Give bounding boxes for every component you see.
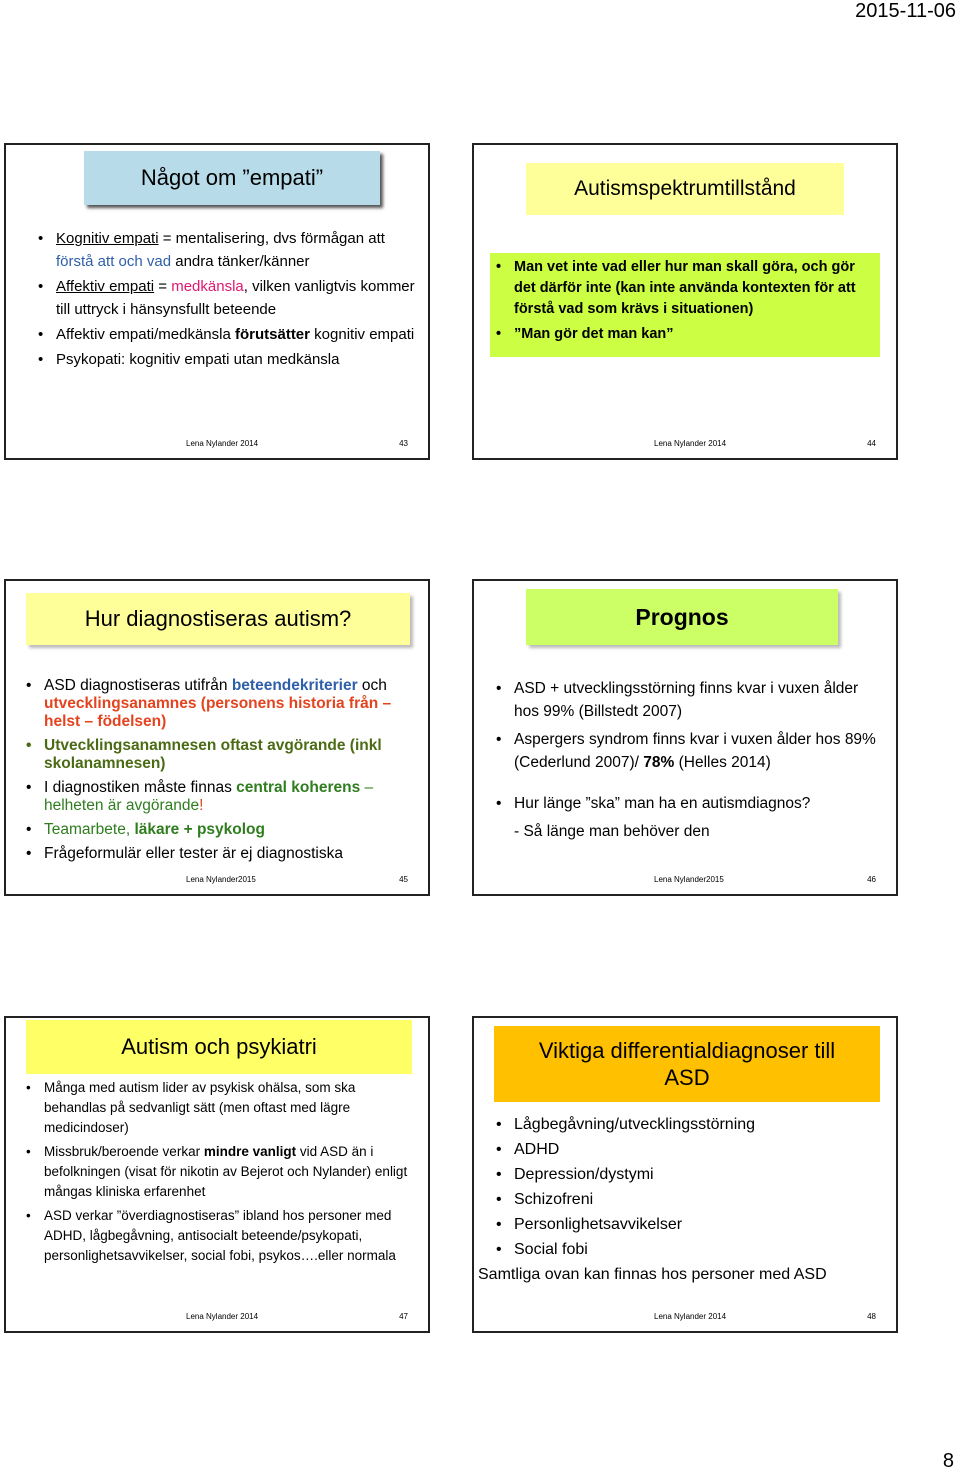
footer-author: Lena Nylander2015 xyxy=(186,875,256,884)
slide-title: Autismspektrumtillstånd xyxy=(526,163,844,215)
bullet-item: • Många med autism lider av psykisk ohälsa, som ska behandlas på sedvanligt sätt (men oftast med lägre medicindoser) xyxy=(26,1078,410,1138)
bullet-item: • Teamarbete, läkare + psykolog xyxy=(26,821,406,839)
bullet-item: • Affektiv empati = medkänsla, vilken vanligtvis kommer till uttryck i hänsynsfullt beteende xyxy=(38,275,418,321)
bullet-item: • Depression/dystymi xyxy=(496,1162,886,1187)
slide-title: Autism och psykiatri xyxy=(26,1020,412,1074)
bullet-item: • I diagnostiken måste finnas central koherens – helheten är avgörande! xyxy=(26,779,406,815)
footer-author: Lena Nylander2015 xyxy=(654,875,724,884)
slide-47 xyxy=(4,1016,430,1333)
footer-author: Lena Nylander 2014 xyxy=(186,1312,259,1321)
footer-slide-number: 43 xyxy=(399,439,408,448)
bullet-list xyxy=(38,227,418,371)
bullet-item: • Missbruk/beroende verkar mindre vanligt vid ASD än i befolkningen (visat för nikotin av Bejerot och Nylander) enligt mångas kliniska erfarenhet xyxy=(26,1142,410,1202)
bullet-item: • ASD diagnostiseras utifrån beteendekriterier och utvecklingsanamnes (personens historia från – helst – födelsen) xyxy=(26,677,406,731)
bullet-list xyxy=(26,1078,410,1266)
slide-title: Något om ”empati” xyxy=(84,151,380,205)
footer-slide-number: 46 xyxy=(867,875,876,884)
footer-slide-number: 47 xyxy=(399,1312,408,1321)
footer-author: Lena Nylander 2014 xyxy=(186,439,259,448)
slide-title: Hur diagnostiseras autism? xyxy=(26,593,410,645)
slide-43 xyxy=(4,143,430,460)
slide-title: Viktiga differentialdiagnoser till ASD xyxy=(494,1026,880,1102)
date-header: 2015-11-06 xyxy=(855,0,956,22)
slide-title: Prognos xyxy=(526,589,838,645)
bullet-item: • Psykopati: kognitiv empati utan medkänsla xyxy=(38,348,418,371)
footer-author: Lena Nylander 2014 xyxy=(654,1312,727,1321)
bullet-item: • Personlighetsavvikelser xyxy=(496,1212,886,1237)
bullet-list xyxy=(496,677,882,843)
bullet-list xyxy=(478,1112,886,1287)
page-number: 8 xyxy=(942,1450,954,1472)
bullet-item: • ”Man gör det man kan” xyxy=(496,324,868,345)
bullet-item: • Affektiv empati/medkänsla förutsätter kognitiv empati xyxy=(38,323,418,346)
bullet-item: • ASD verkar ”överdiagnostiseras” ibland hos personer med ADHD, lågbegåvning, antisocialt beteende/psykopati, personlighetsavvikelser, social fobi, psykos….eller normala xyxy=(26,1206,410,1266)
bullet-item: • Lågbegåvning/utvecklingsstörning xyxy=(496,1112,886,1137)
bullet-item: • Hur länge ”ska” man ha en autismdiagnos? xyxy=(496,792,882,815)
bullet-item: • ADHD xyxy=(496,1137,886,1162)
bullet-item: • Social fobi xyxy=(496,1237,886,1262)
slide-45 xyxy=(4,579,430,896)
slide-46 xyxy=(472,579,898,896)
footer-author: Lena Nylander 2014 xyxy=(654,439,727,448)
footer-slide-number: 48 xyxy=(867,1312,876,1321)
slide-44 xyxy=(472,143,898,460)
closing-text: Samtliga ovan kan finnas hos personer med ASD xyxy=(478,1266,827,1283)
bullet-item: • ASD + utvecklingsstörning finns kvar i vuxen ålder hos 99% (Billstedt 2007) xyxy=(496,677,882,723)
bullet-item: • Kognitiv empati = mentalisering, dvs förmågan att förstå att och vad andra tänker/känner xyxy=(38,227,418,273)
bullet-item: • Man vet inte vad eller hur man skall göra, och gör det därför inte (kan inte använda kontexten för att förstå vad som krävs i situationen) xyxy=(496,257,868,320)
bullet-item: - Så länge man behöver den xyxy=(514,823,710,840)
bullet-list xyxy=(496,257,868,345)
bullet-item: • Schizofreni xyxy=(496,1187,886,1212)
footer-slide-number: 45 xyxy=(399,875,408,884)
bullet-item: • Aspergers syndrom finns kvar i vuxen ålder hos 89% (Cederlund 2007)/ 78% (Helles 2014) xyxy=(496,728,882,774)
bullet-item: • Utvecklingsanamnesen oftast avgörande (inkl skolanamnesen) xyxy=(26,737,406,773)
bullet-item: • Frågeformulär eller tester är ej diagnostiska xyxy=(26,845,406,863)
bullet-list xyxy=(26,677,406,863)
footer-slide-number: 44 xyxy=(867,439,876,448)
slide-48 xyxy=(472,1016,898,1333)
